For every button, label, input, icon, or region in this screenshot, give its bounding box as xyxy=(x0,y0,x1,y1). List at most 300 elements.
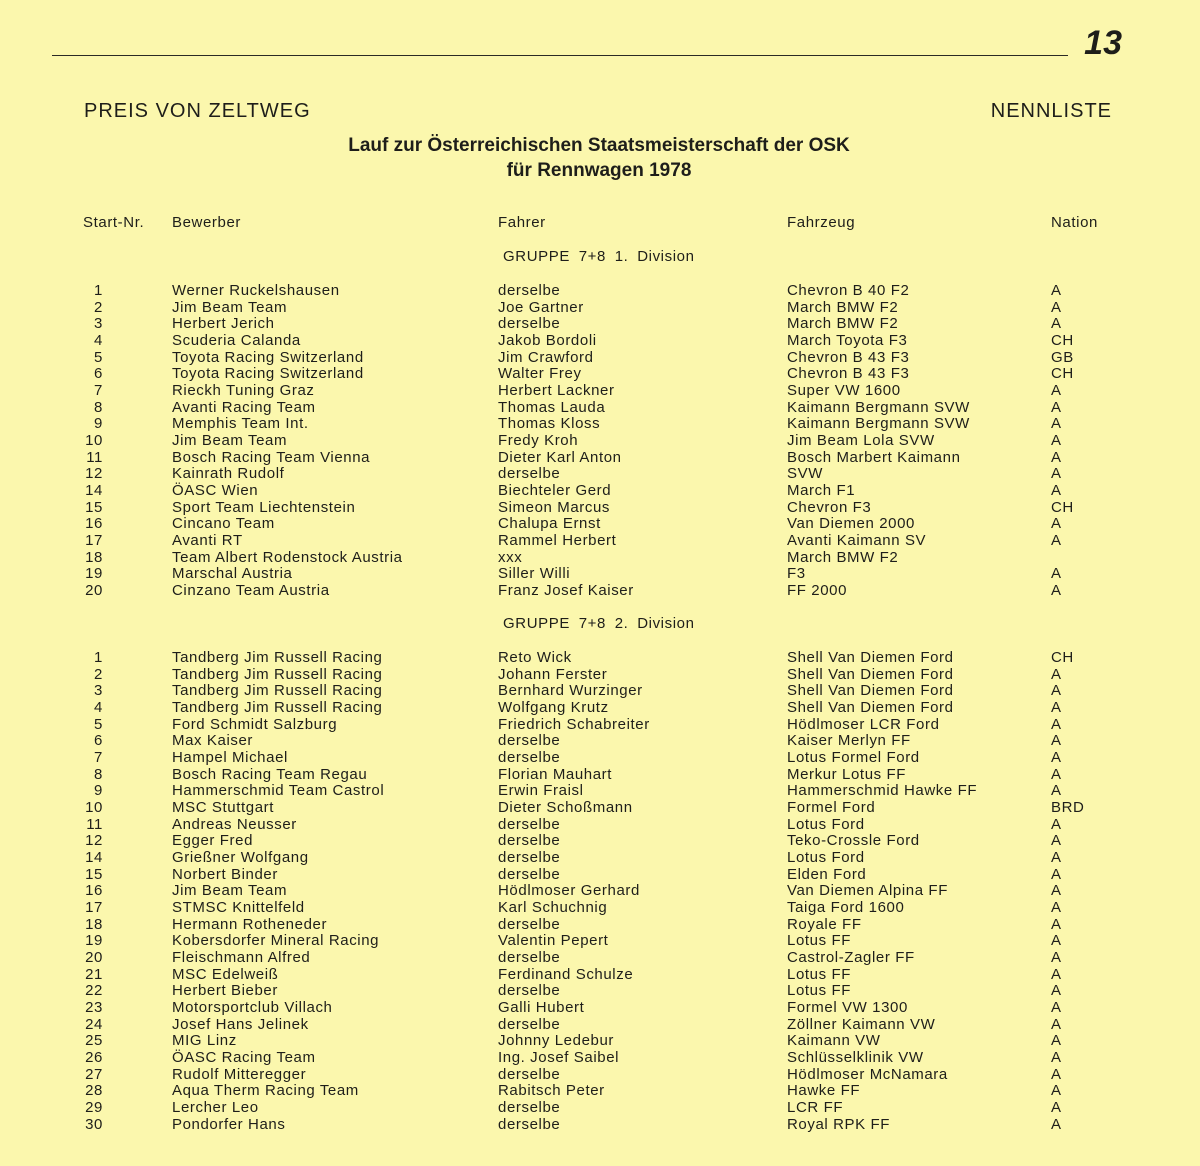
cell-fahrzeug: Taiga Ford 1600 xyxy=(787,899,905,917)
cell-nation: A xyxy=(1051,732,1062,750)
cell-fahrer: Hödlmoser Gerhard xyxy=(498,882,640,900)
cell-start-nr: 6 xyxy=(94,365,103,383)
cell-fahrer: Galli Hubert xyxy=(498,999,585,1017)
cell-nation: A xyxy=(1051,398,1062,416)
cell-nation: CH xyxy=(1051,332,1074,349)
cell-bewerber: Norbert Binder xyxy=(172,865,278,883)
cell-fahrzeug: SVW xyxy=(787,465,823,483)
cell-bewerber: MIG Linz xyxy=(172,1032,237,1050)
cell-fahrer: Rammel Herbert xyxy=(498,532,617,550)
table-row xyxy=(0,816,1200,833)
cell-nation: A xyxy=(1051,1115,1062,1133)
cell-start-nr: 12 xyxy=(85,465,103,483)
table-row xyxy=(0,832,1200,849)
cell-fahrer: Herbert Lackner xyxy=(498,382,615,400)
cell-start-nr: 17 xyxy=(85,899,103,917)
table-row xyxy=(0,515,1200,532)
cell-fahrzeug: Kaiser Merlyn FF xyxy=(787,732,911,750)
cell-nation: A xyxy=(1051,448,1062,466)
table-row xyxy=(0,999,1200,1016)
cell-start-nr: 9 xyxy=(94,782,103,800)
cell-fahrer: Friedrich Schabreiter xyxy=(498,715,650,733)
cell-start-nr: 18 xyxy=(85,915,103,933)
cell-fahrer: Johann Ferster xyxy=(498,665,608,683)
cell-fahrer: Valentin Pepert xyxy=(498,932,609,950)
cell-bewerber: Tandberg Jim Russell Racing xyxy=(172,665,383,683)
cell-fahrzeug: Kaimann VW xyxy=(787,1032,881,1050)
cell-fahrer: Dieter Schoßmann xyxy=(498,799,633,817)
table-row xyxy=(0,849,1200,866)
cell-fahrer: Walter Frey xyxy=(498,365,582,383)
cell-start-nr: 5 xyxy=(94,715,103,733)
cell-fahrer: derselbe xyxy=(498,732,561,750)
cell-fahrzeug: Hödlmoser McNamara xyxy=(787,1065,948,1083)
cell-fahrer: Simeon Marcus xyxy=(498,498,611,516)
cell-nation: A xyxy=(1051,1049,1062,1067)
cell-bewerber: Egger Fred xyxy=(172,832,254,850)
table-row xyxy=(0,716,1200,733)
cell-bewerber: MSC Edelweiß xyxy=(172,965,279,983)
cell-start-nr: 11 xyxy=(86,815,103,833)
cell-fahrzeug: LCR FF xyxy=(787,1099,844,1117)
cell-start-nr: 12 xyxy=(85,832,103,850)
cell-fahrer: Thomas Lauda xyxy=(498,398,606,416)
cell-fahrzeug: March BMW F2 xyxy=(787,315,899,333)
table-row xyxy=(0,332,1200,349)
table-row xyxy=(0,349,1200,366)
cell-nation: A xyxy=(1051,899,1062,917)
cell-bewerber: Aqua Therm Racing Team xyxy=(172,1082,359,1100)
cell-nation: A xyxy=(1051,699,1062,716)
cell-bewerber: Herbert Bieber xyxy=(172,982,278,1000)
group-heading: GRUPPE 7+8 1. Division xyxy=(503,248,695,265)
cell-bewerber: Andreas Neusser xyxy=(172,815,297,833)
cell-nation: CH xyxy=(1051,649,1074,666)
cell-fahrzeug: Avanti Kaimann SV xyxy=(787,532,927,550)
cell-fahrer: Wolfgang Krutz xyxy=(498,699,609,716)
cell-bewerber: STMSC Knittelfeld xyxy=(172,899,305,917)
cell-bewerber: Toyota Racing Switzerland xyxy=(172,365,364,383)
cell-fahrer: Ing. Josef Saibel xyxy=(498,1049,620,1067)
table-row xyxy=(0,799,1200,816)
cell-start-nr: 5 xyxy=(94,348,103,366)
cell-nation: A xyxy=(1051,465,1062,483)
cell-start-nr: 26 xyxy=(85,1049,103,1067)
cell-fahrzeug: Super VW 1600 xyxy=(787,382,901,400)
cell-fahrer: derselbe xyxy=(498,282,561,299)
column-header-fahrer: Fahrer xyxy=(498,214,546,231)
cell-nation: A xyxy=(1051,999,1062,1017)
table-row xyxy=(0,1032,1200,1049)
cell-fahrzeug: Chevron B 43 F3 xyxy=(787,365,910,383)
cell-fahrer: Fredy Kroh xyxy=(498,432,579,450)
table-row xyxy=(0,399,1200,416)
cell-bewerber: Bosch Racing Team Vienna xyxy=(172,448,371,466)
cell-fahrer: derselbe xyxy=(498,465,561,483)
cell-fahrer: derselbe xyxy=(498,849,561,867)
cell-start-nr: 8 xyxy=(94,398,103,416)
cell-fahrer: derselbe xyxy=(498,832,561,850)
table-row xyxy=(0,966,1200,983)
cell-bewerber: Motorsportclub Villach xyxy=(172,999,333,1017)
cell-bewerber: Tandberg Jim Russell Racing xyxy=(172,649,383,666)
cell-fahrzeug: Teko-Crossle Ford xyxy=(787,832,920,850)
cell-nation: A xyxy=(1051,982,1062,1000)
table-row xyxy=(0,382,1200,399)
column-header-start-nr: Start-Nr. xyxy=(83,214,145,231)
table-row xyxy=(0,499,1200,516)
cell-nation: CH xyxy=(1051,498,1074,516)
cell-start-nr: 8 xyxy=(94,765,103,783)
cell-fahrzeug: Van Diemen Alpina FF xyxy=(787,882,948,900)
table-row xyxy=(0,1116,1200,1133)
table-row xyxy=(0,365,1200,382)
cell-fahrzeug: Shell Van Diemen Ford xyxy=(787,665,954,683)
page-number: 13 xyxy=(1084,24,1122,62)
table-row xyxy=(0,949,1200,966)
cell-start-nr: 29 xyxy=(85,1099,103,1117)
cell-fahrer: Johnny Ledebur xyxy=(498,1032,614,1050)
cell-bewerber: Cincano Team xyxy=(172,515,275,533)
cell-start-nr: 28 xyxy=(85,1082,103,1100)
cell-fahrer: derselbe xyxy=(498,1015,561,1033)
table-row xyxy=(0,582,1200,599)
cell-start-nr: 4 xyxy=(94,332,103,349)
cell-nation: BRD xyxy=(1051,799,1085,817)
cell-start-nr: 18 xyxy=(85,548,103,566)
title-line-2: für Rennwagen 1978 xyxy=(506,160,692,181)
cell-start-nr: 20 xyxy=(85,582,103,600)
cell-nation: CH xyxy=(1051,365,1074,383)
cell-fahrzeug: Formel Ford xyxy=(787,799,876,817)
cell-fahrzeug: Lotus FF xyxy=(787,982,851,1000)
table-row xyxy=(0,282,1200,299)
table-row xyxy=(0,449,1200,466)
cell-fahrzeug: Lotus Ford xyxy=(787,815,865,833)
cell-fahrzeug: Kaimann Bergmann SVW xyxy=(787,415,970,433)
cell-start-nr: 10 xyxy=(85,799,103,817)
cell-start-nr: 20 xyxy=(85,949,103,967)
header-rule xyxy=(52,55,1068,56)
group-heading: GRUPPE 7+8 2. Division xyxy=(503,615,695,632)
cell-fahrer: Chalupa Ernst xyxy=(498,515,601,533)
cell-bewerber: ÖASC Wien xyxy=(172,482,259,500)
cell-start-nr: 27 xyxy=(85,1065,103,1083)
table-row xyxy=(0,899,1200,916)
cell-nation: A xyxy=(1051,1015,1062,1033)
cell-fahrzeug: Chevron B 40 F2 xyxy=(787,282,910,299)
cell-nation: A xyxy=(1051,382,1062,400)
table-row xyxy=(0,532,1200,549)
cell-bewerber: Herbert Jerich xyxy=(172,315,275,333)
cell-start-nr: 2 xyxy=(94,298,103,316)
cell-nation: A xyxy=(1051,832,1062,850)
cell-fahrer: Erwin Fraisl xyxy=(498,782,584,800)
cell-start-nr: 11 xyxy=(86,448,103,466)
cell-fahrzeug: Schlüsselklinik VW xyxy=(787,1049,924,1067)
cell-fahrer: Karl Schuchnig xyxy=(498,899,608,917)
cell-nation: A xyxy=(1051,932,1062,950)
cell-start-nr: 14 xyxy=(85,482,103,500)
cell-bewerber: Scuderia Calanda xyxy=(172,332,301,349)
cell-nation: GB xyxy=(1051,348,1074,366)
cell-fahrer: Florian Mauhart xyxy=(498,765,613,783)
cell-bewerber: ÖASC Racing Team xyxy=(172,1049,316,1067)
cell-fahrer: Rabitsch Peter xyxy=(498,1082,605,1100)
cell-nation: A xyxy=(1051,749,1062,767)
table-row xyxy=(0,1082,1200,1099)
cell-fahrzeug: Chevron B 43 F3 xyxy=(787,348,910,366)
cell-fahrer: Reto Wick xyxy=(498,649,572,666)
cell-fahrzeug: Zöllner Kaimann VW xyxy=(787,1015,936,1033)
cell-bewerber: Marschal Austria xyxy=(172,565,293,583)
cell-nation: A xyxy=(1051,915,1062,933)
cell-bewerber: Jim Beam Team xyxy=(172,298,288,316)
table-row xyxy=(0,666,1200,683)
cell-fahrer: derselbe xyxy=(498,1099,561,1117)
cell-bewerber: Rieckh Tuning Graz xyxy=(172,382,315,400)
cell-start-nr: 10 xyxy=(85,432,103,450)
table-row xyxy=(0,415,1200,432)
cell-fahrer: derselbe xyxy=(498,749,561,767)
table-row xyxy=(0,782,1200,799)
cell-fahrer: Bernhard Wurzinger xyxy=(498,682,643,700)
table-row xyxy=(0,649,1200,666)
cell-nation: A xyxy=(1051,782,1062,800)
cell-fahrzeug: Royale FF xyxy=(787,915,862,933)
cell-bewerber: Hermann Rotheneder xyxy=(172,915,328,933)
cell-start-nr: 2 xyxy=(94,665,103,683)
cell-start-nr: 3 xyxy=(94,682,103,700)
cell-bewerber: Sport Team Liechtenstein xyxy=(172,498,356,516)
cell-fahrzeug: Shell Van Diemen Ford xyxy=(787,682,954,700)
cell-nation: A xyxy=(1051,1099,1062,1117)
cell-fahrer: Franz Josef Kaiser xyxy=(498,582,634,600)
cell-fahrzeug: Hödlmoser LCR Ford xyxy=(787,715,940,733)
cell-start-nr: 22 xyxy=(85,982,103,1000)
cell-start-nr: 15 xyxy=(85,865,103,883)
cell-fahrer: derselbe xyxy=(498,865,561,883)
cell-start-nr: 25 xyxy=(85,1032,103,1050)
cell-nation: A xyxy=(1051,298,1062,316)
cell-bewerber: Team Albert Rodenstock Austria xyxy=(172,548,403,566)
event-title: PREIS VON ZELTWEG xyxy=(84,100,311,122)
cell-start-nr: 7 xyxy=(94,382,103,400)
cell-fahrzeug: March F1 xyxy=(787,482,856,500)
cell-fahrer: derselbe xyxy=(498,1065,561,1083)
cell-fahrer: derselbe xyxy=(498,315,561,333)
table-row xyxy=(0,699,1200,716)
cell-fahrzeug: Royal RPK FF xyxy=(787,1115,891,1133)
cell-nation: A xyxy=(1051,282,1062,299)
cell-fahrer: Jim Crawford xyxy=(498,348,594,366)
cell-start-nr: 3 xyxy=(94,315,103,333)
cell-fahrzeug: Jim Beam Lola SVW xyxy=(787,432,935,450)
cell-nation: A xyxy=(1051,1082,1062,1100)
cell-nation: A xyxy=(1051,949,1062,967)
cell-bewerber: Rudolf Mitteregger xyxy=(172,1065,307,1083)
cell-nation: A xyxy=(1051,882,1062,900)
cell-nation: A xyxy=(1051,1032,1062,1050)
cell-bewerber: Cinzano Team Austria xyxy=(172,582,330,600)
cell-fahrzeug: Van Diemen 2000 xyxy=(787,515,915,533)
cell-start-nr: 6 xyxy=(94,732,103,750)
cell-fahrzeug: March BMW F2 xyxy=(787,298,899,316)
table-row xyxy=(0,916,1200,933)
cell-nation: A xyxy=(1051,1065,1062,1083)
cell-fahrer: Siller Willi xyxy=(498,565,571,583)
table-row xyxy=(0,1066,1200,1083)
cell-nation: A xyxy=(1051,815,1062,833)
cell-bewerber: Kainrath Rudolf xyxy=(172,465,285,483)
cell-fahrzeug: Lotus FF xyxy=(787,965,851,983)
cell-fahrer: xxx xyxy=(498,548,523,566)
title-line-1: Lauf zur Österreichischen Staatsmeisterschaft der OSK xyxy=(348,135,850,156)
cell-nation: A xyxy=(1051,865,1062,883)
cell-bewerber: Tandberg Jim Russell Racing xyxy=(172,699,383,716)
cell-start-nr: 17 xyxy=(85,532,103,550)
table-row xyxy=(0,866,1200,883)
cell-fahrer: Dieter Karl Anton xyxy=(498,448,622,466)
cell-fahrzeug: March BMW F2 xyxy=(787,548,899,566)
cell-fahrzeug: Elden Ford xyxy=(787,865,867,883)
cell-bewerber: Werner Ruckelshausen xyxy=(172,282,340,299)
cell-start-nr: 19 xyxy=(85,565,103,583)
cell-start-nr: 21 xyxy=(85,965,103,983)
table-row xyxy=(0,1099,1200,1116)
cell-start-nr: 7 xyxy=(94,749,103,767)
cell-nation: A xyxy=(1051,515,1062,533)
cell-bewerber: Grießner Wolfgang xyxy=(172,849,309,867)
cell-bewerber: Kobersdorfer Mineral Racing xyxy=(172,932,380,950)
cell-bewerber: Bosch Racing Team Regau xyxy=(172,765,368,783)
column-header-fahrzeug: Fahrzeug xyxy=(787,214,856,231)
cell-fahrzeug: Castrol-Zagler FF xyxy=(787,949,915,967)
cell-bewerber: Avanti RT xyxy=(172,532,243,550)
cell-fahrzeug: Formel VW 1300 xyxy=(787,999,908,1017)
cell-bewerber: Lercher Leo xyxy=(172,1099,259,1117)
cell-fahrer: Jakob Bordoli xyxy=(498,332,597,349)
cell-fahrer: derselbe xyxy=(498,815,561,833)
cell-fahrzeug: Lotus FF xyxy=(787,932,851,950)
cell-fahrer: derselbe xyxy=(498,982,561,1000)
cell-fahrer: Joe Gartner xyxy=(498,298,584,316)
cell-fahrzeug: Merkur Lotus FF xyxy=(787,765,907,783)
table-row xyxy=(0,299,1200,316)
cell-start-nr: 16 xyxy=(85,515,103,533)
table-row xyxy=(0,682,1200,699)
cell-nation: A xyxy=(1051,682,1062,700)
cell-fahrzeug: Bosch Marbert Kaimann xyxy=(787,448,961,466)
cell-bewerber: Fleischmann Alfred xyxy=(172,949,311,967)
cell-start-nr: 19 xyxy=(85,932,103,950)
cell-nation: A xyxy=(1051,415,1062,433)
cell-fahrzeug: Hammerschmid Hawke FF xyxy=(787,782,978,800)
table-row xyxy=(0,882,1200,899)
table-row xyxy=(0,465,1200,482)
table-row xyxy=(0,565,1200,582)
cell-start-nr: 1 xyxy=(94,649,103,666)
cell-nation: A xyxy=(1051,565,1062,583)
table-row xyxy=(0,982,1200,999)
cell-fahrzeug: Lotus Formel Ford xyxy=(787,749,920,767)
cell-nation: A xyxy=(1051,665,1062,683)
cell-start-nr: 23 xyxy=(85,999,103,1017)
cell-fahrer: derselbe xyxy=(498,1115,561,1133)
cell-fahrzeug: F3 xyxy=(787,565,806,583)
cell-bewerber: Hampel Michael xyxy=(172,749,288,767)
cell-fahrzeug: Shell Van Diemen Ford xyxy=(787,699,954,716)
table-row xyxy=(0,1049,1200,1066)
cell-fahrzeug: Kaimann Bergmann SVW xyxy=(787,398,970,416)
cell-nation: A xyxy=(1051,715,1062,733)
cell-start-nr: 4 xyxy=(94,699,103,716)
cell-bewerber: Jim Beam Team xyxy=(172,882,288,900)
cell-bewerber: Ford Schmidt Salzburg xyxy=(172,715,338,733)
cell-bewerber: Pondorfer Hans xyxy=(172,1115,286,1133)
table-row xyxy=(0,749,1200,766)
cell-fahrzeug: Chevron F3 xyxy=(787,498,872,516)
cell-nation: A xyxy=(1051,315,1062,333)
cell-fahrzeug: Shell Van Diemen Ford xyxy=(787,649,954,666)
cell-start-nr: 9 xyxy=(94,415,103,433)
cell-fahrzeug: FF 2000 xyxy=(787,582,848,600)
cell-bewerber: Avanti Racing Team xyxy=(172,398,316,416)
cell-nation: A xyxy=(1051,965,1062,983)
cell-bewerber: MSC Stuttgart xyxy=(172,799,274,817)
cell-nation: A xyxy=(1051,532,1062,550)
cell-bewerber: Memphis Team Int. xyxy=(172,415,309,433)
table-row xyxy=(0,315,1200,332)
cell-start-nr: 30 xyxy=(85,1115,103,1133)
cell-fahrer: derselbe xyxy=(498,915,561,933)
table-row xyxy=(0,932,1200,949)
table-row xyxy=(0,766,1200,783)
cell-nation: A xyxy=(1051,432,1062,450)
cell-bewerber: Josef Hans Jelinek xyxy=(172,1015,309,1033)
cell-fahrzeug: Lotus Ford xyxy=(787,849,865,867)
table-row xyxy=(0,732,1200,749)
column-header-nation: Nation xyxy=(1051,214,1098,231)
cell-fahrer: Thomas Kloss xyxy=(498,415,601,433)
column-header-bewerber: Bewerber xyxy=(172,214,241,231)
cell-bewerber: Tandberg Jim Russell Racing xyxy=(172,682,383,700)
cell-start-nr: 16 xyxy=(85,882,103,900)
table-row xyxy=(0,549,1200,566)
cell-bewerber: Max Kaiser xyxy=(172,732,254,750)
cell-nation: A xyxy=(1051,849,1062,867)
cell-start-nr: 1 xyxy=(94,282,103,299)
cell-fahrer: derselbe xyxy=(498,949,561,967)
table-row xyxy=(0,432,1200,449)
cell-bewerber: Hammerschmid Team Castrol xyxy=(172,782,385,800)
cell-fahrzeug: March Toyota F3 xyxy=(787,332,908,349)
cell-start-nr: 15 xyxy=(85,498,103,516)
cell-bewerber: Jim Beam Team xyxy=(172,432,288,450)
cell-start-nr: 14 xyxy=(85,849,103,867)
document-type: NENNLISTE xyxy=(990,100,1112,122)
cell-nation: A xyxy=(1051,482,1062,500)
cell-start-nr: 24 xyxy=(85,1015,103,1033)
cell-bewerber: Toyota Racing Switzerland xyxy=(172,348,364,366)
table-row xyxy=(0,482,1200,499)
cell-nation: A xyxy=(1051,582,1062,600)
table-row xyxy=(0,1016,1200,1033)
cell-nation: A xyxy=(1051,765,1062,783)
cell-fahrzeug: Hawke FF xyxy=(787,1082,861,1100)
cell-fahrer: Biechteler Gerd xyxy=(498,482,612,500)
cell-fahrer: Ferdinand Schulze xyxy=(498,965,634,983)
